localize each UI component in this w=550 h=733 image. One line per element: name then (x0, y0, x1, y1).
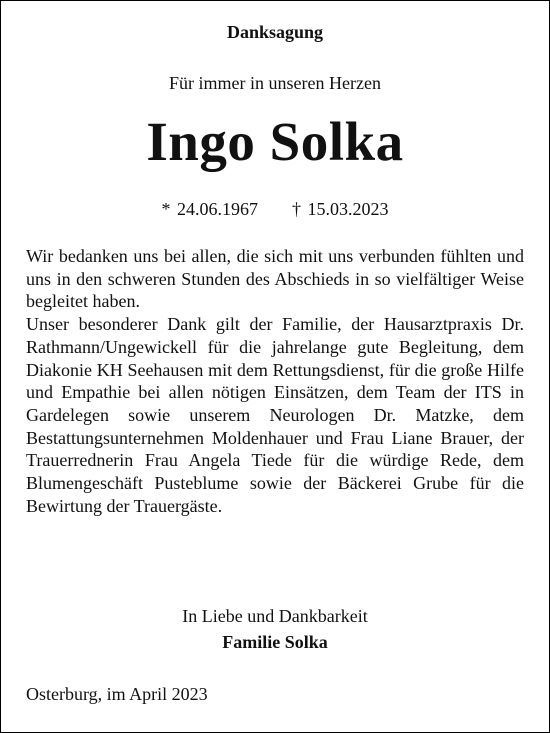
death-date: † 15.03.2023 (292, 199, 389, 219)
notice-body (26, 245, 524, 517)
birth-date: * 24.06.1967 (161, 199, 258, 219)
body-paragraph-2: Unser besonderer Dank gilt der Familie, der Hausarztpraxis Dr. Rathmann/Ungewickell für die jahrelange gute Begleitung, dem Diakonie KH Seehausen mit dem Rettungsdienst, für die große Hilfe und Empathie bei allen nötigen Einsätzen, dem Team der ITS in Gardelegen sowie unserem Neurologen Dr. Matzke, dem Bestattungsunternehmen Moldenhauer und Frau Liane Brauer, der Trauerrednerin Frau Angela Tiede für die würdige Rede, dem Blumengeschäft Pusteblume sowie der Bäckerei Grube für die Bewirtung der Trauergäste. (26, 314, 524, 516)
signature-family: Familie Solka (222, 632, 328, 652)
notice-subtitle: Für immer in unseren Herzen (169, 73, 381, 93)
notice-heading: Danksagung (226, 22, 324, 42)
deceased-name: Ingo Solka (146, 111, 404, 172)
closing-line: In Liebe und Dankbarkeit (182, 606, 368, 626)
life-dates (0, 199, 550, 220)
place-and-date: Osterburg, im April 2023 (26, 684, 208, 704)
body-paragraph-1: Wir bedanken uns bei allen, die sich mit uns verbunden fühlten und uns in den schweren Stunden des Abschieds in so vielfältiger Weise begleitet haben. (26, 246, 524, 312)
